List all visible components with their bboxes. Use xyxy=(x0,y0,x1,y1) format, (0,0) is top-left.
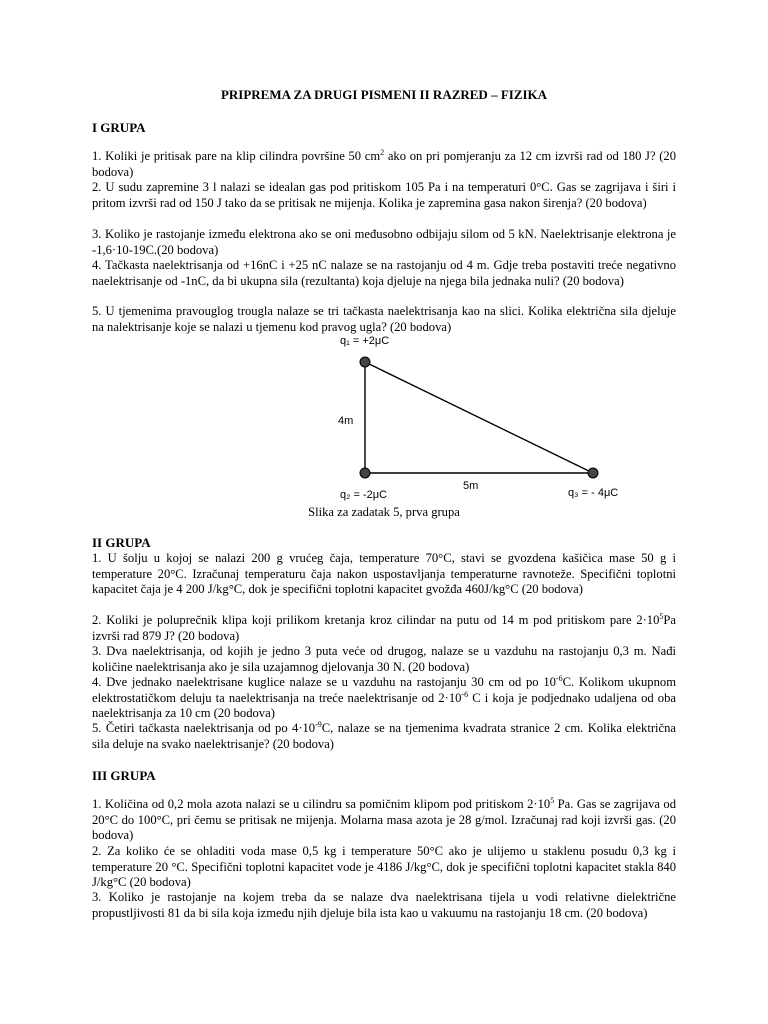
group-1-heading: I GRUPA xyxy=(92,120,146,135)
problem-1-1: 1. Koliki je pritisak pare na klip cilindra površine 50 $cm^2$ ako on pri pomjeranju za 12 cm izvrši rad od 180 J? (20 bodova) xyxy=(92,147,676,179)
label-q2: q₂ = -2μC xyxy=(340,489,387,501)
problem-2-3: 3. Dva naelektrisanja, od kojih je jedno 3 puta veće od drugog, nalaze se u vazduhu na rastojanju 0,3 m. Nađi količine naelektrisanja ako je sila uzajamnog djelovanja 30 N. (20 bodova) xyxy=(92,644,676,674)
label-q3: q₃ = - 4μC xyxy=(568,487,619,499)
problem-1-3: 3. Koliko je rastojanje između elektrona ako se oni međusobno odbijaju silom od 5 kN. Naelektrisanje elektrona je -1,6·10-19C.(20 bodova) xyxy=(92,227,676,257)
problem-2-2: 2. Koliki je poluprečnik klipa koji prilikom kretanja kroz cilindar na putu od 14 m pod pritiskom pare $2\cdot 10^5Pa$ izvrši rad 879 J? (20 bodova) xyxy=(92,611,676,643)
label-side-horizontal: 5m xyxy=(463,480,479,492)
triangle-figure xyxy=(320,333,650,505)
figure-caption: Slika za zadatak 5, prva grupa xyxy=(308,505,460,519)
page-title: PRIPREMA ZA DRUGI PISMENI II RAZRED – FIZIKA xyxy=(220,87,548,102)
problem-3-3: 3. Koliko je rastojanje na kojem treba da se nalaze dva naelektrisana tijela u vodi relativne dielektrične propustljivosti 81 da bi sila koja između njih djeluje bila ista kao u vakuumu na rastojanju 18 cm. (20 bodova) xyxy=(92,890,676,920)
label-side-vertical: 4m xyxy=(338,415,354,427)
charge-q1-dot xyxy=(360,357,370,367)
label-q1: q₁ = +2μC xyxy=(340,335,390,347)
problem-2-1: 1. U šolju u kojoj se nalazi 200 g vrućeg čaja, temperature 70°C, stavi se gvozdena kašičica mase 50 g i temperature 20°C. Izračunaj temperaturu čaja nakon uspostavljanja temperaturne ravnoteže. Specifični toplotni kapacitet čaja je 4 200 J/kg°C, dok je specifični toplotni kapacitet gvožđa 460J/kg°C (20 bodova) xyxy=(92,551,676,597)
problem-2-4: 4. Dve jednako naelektrisane kuglice nalaze se u vazduhu na rastojanju 30 cm od po $10^{-6}C$. Kolikom ukupnom elektrostatičkom deluju ta naelektrisanja na treće naelektrisanje od $2\cdot 10^{-6}$ C i koja je podjednako udaljena od oba naelektrisanja za 10 cm (20 bodova) xyxy=(92,673,676,721)
charge-q3-dot xyxy=(588,468,598,478)
hypotenuse-line xyxy=(365,362,593,473)
charge-q2-dot xyxy=(360,468,370,478)
group-3-heading: III GRUPA xyxy=(92,768,156,783)
problem-2-5: 5. Četiri tačkasta naelektrisanja od po $4\cdot 10^{-9}C$, nalaze se na tjemenima kvadrata stranice 2 cm. Kolika električna sila deluje na svako naelektrisanje? (20 bodova) xyxy=(92,719,676,751)
group-2-heading: II GRUPA xyxy=(92,535,151,550)
problem-1-4: 4. Tačkasta naelektrisanja od +16nC i +25 nC nalaze se na rastojanju od 4 m. Gdje treba postaviti treće negativno naelektrisanje od -1nC, da bi ukupna sila (rezultanta) koja djeluje na njega bila jednaka nuli? (20 bodova) xyxy=(92,258,676,288)
problem-3-2: 2. Za koliko će se ohladiti voda mase 0,5 kg i temperature 50°C ako je ulijemo u staklenu posudu 0,3 kg i temperature 20 °C. Specifični toplotni kapacitet vode je 4186 J/kg°C, dok je specifični toplotni kapacitet stakla 840 J/kg°C (20 bodova) xyxy=(92,844,676,890)
problem-1-5: 5. U tjemenima pravouglog trougla nalaze se tri tačkasta naelektrisanja kao na slici. Kolika električna sila djeluje na nalektrisanje koje se nalazi u tjemenu kod pravog ugla? (20 bodova) xyxy=(92,304,676,334)
problem-3-1: 1. Količina od 0,2 mola azota nalazi se u cilindru sa pomičnim klipom pod pritiskom $2\cdot 10^5$ Pa. Gas se zagrijava od 20°C do 100°C, pri čemu se pritisak ne mijenja. Molarna masa azota je 28 g/mol. Izračunaj rad koji izvrši gas. (20 bodova) xyxy=(92,795,676,843)
problem-1-2: 2. U sudu zapremine 3 l nalazi se idealan gas pod pritiskom 105 Pa i na temperaturi 0°C. Gas se zagrijava i širi i pritom izvrši rad od 150 J tako da se pritisak ne mijenja. Kolika je zapremina gasa nakon širenja? (20 bodova) xyxy=(92,180,676,210)
